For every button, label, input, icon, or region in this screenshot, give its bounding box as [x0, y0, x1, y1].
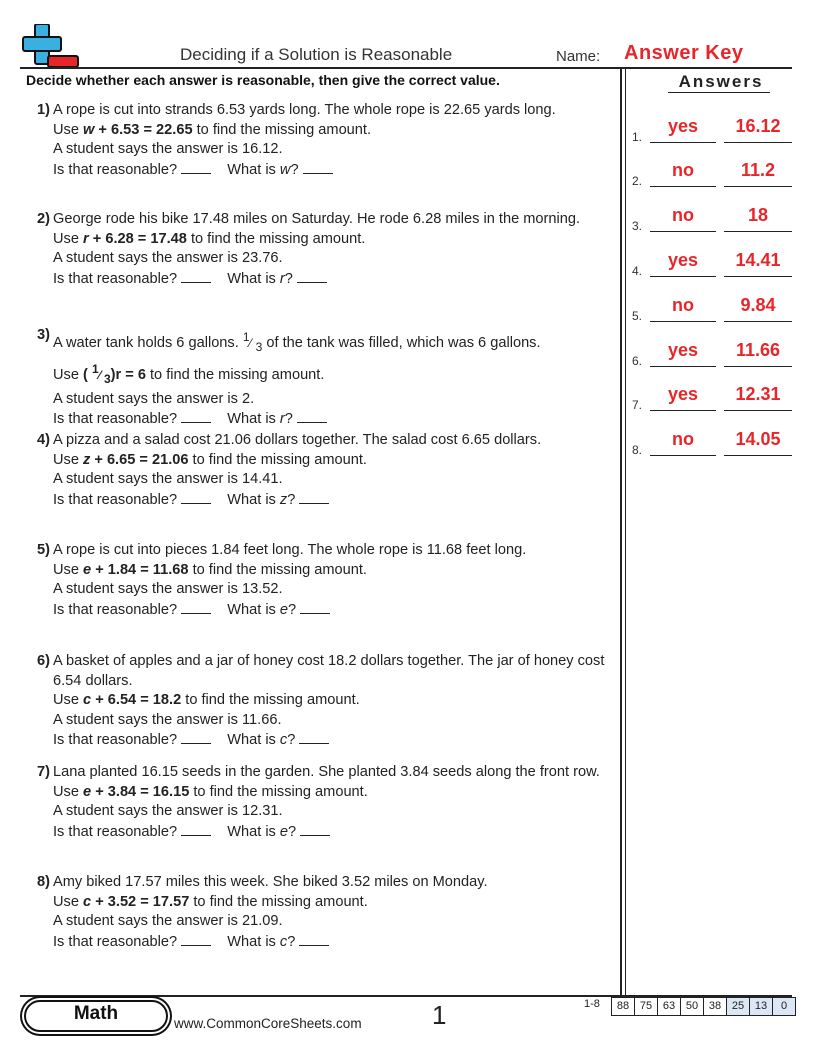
question-line: Is that reasonable? What is c?: [53, 730, 621, 751]
equation-line: Use e + 1.84 = 11.68 to find the missing amount.: [53, 561, 367, 578]
answer-panel-divider-inner: [625, 67, 626, 995]
answer-number: 6.: [632, 354, 643, 368]
question-line: Is that reasonable? What is c?: [53, 932, 621, 953]
score-cell: 63: [658, 998, 681, 1015]
student-claim: A student says the answer is 23.76.: [53, 250, 283, 266]
value-blank[interactable]: [303, 160, 333, 174]
website-link[interactable]: www.CommonCoreSheets.com: [174, 1016, 362, 1031]
reasonable-blank[interactable]: [181, 600, 211, 614]
value-blank[interactable]: [297, 269, 327, 283]
problem-text: A water tank holds 6 gallons. $^1$⁄ $_3$ of the tank was filled, which was 6 gallons.: [53, 330, 541, 354]
answer-value: 14.05: [724, 429, 792, 456]
problem-text: Lana planted 16.15 seeds in the garden. She planted 3.84 seeds along the front row.: [53, 764, 600, 780]
question-line: Is that reasonable? What is w?: [53, 160, 621, 181]
answer-reasonable: no: [650, 295, 716, 322]
answer-number: 3.: [632, 219, 643, 233]
question-line: Is that reasonable? What is e?: [53, 600, 621, 621]
question-line: Is that reasonable? What is r?: [53, 269, 621, 290]
reasonable-blank[interactable]: [181, 409, 211, 423]
answer-reasonable: no: [650, 160, 716, 187]
problem-number: 5): [37, 542, 50, 558]
question-line: Is that reasonable? What is e?: [53, 822, 621, 843]
answer-number: 2.: [632, 174, 643, 188]
answer-value: 11.66: [724, 340, 792, 367]
answer-reasonable: yes: [650, 250, 716, 277]
answer-number: 4.: [632, 264, 643, 278]
value-blank[interactable]: [297, 409, 327, 423]
answer-reasonable: no: [650, 205, 716, 232]
problem-text: A rope is cut into strands 6.53 yards long. The whole rope is 22.65 yards long.: [53, 102, 556, 118]
value-blank[interactable]: [300, 600, 330, 614]
answer-row-7: [630, 384, 800, 412]
score-table: [611, 997, 796, 1016]
problem-text: George rode his bike 17.48 miles on Saturday. He rode 6.28 miles in the morning.: [53, 211, 581, 227]
problem-number: 6): [37, 653, 50, 669]
equation-line: Use r + 6.28 = 17.48 to find the missing amount.: [53, 230, 366, 247]
answer-row-5: [630, 295, 800, 323]
answer-value: 16.12: [724, 116, 792, 143]
student-claim: A student says the answer is 12.31.: [53, 803, 283, 819]
answer-reasonable: yes: [650, 384, 716, 411]
answer-row-2: [630, 160, 800, 188]
answer-value: 9.84: [724, 295, 792, 322]
answer-reasonable: yes: [650, 340, 716, 367]
score-cell: 88: [612, 998, 635, 1015]
header-divider: [20, 67, 792, 69]
score-cell: 38: [704, 998, 727, 1015]
plus-minus-logo-icon: [22, 24, 80, 70]
problem-number: 2): [37, 211, 50, 227]
answer-number: 1.: [632, 130, 643, 144]
problem-number: 8): [37, 874, 50, 890]
equation-line: Use c + 6.54 = 18.2 to find the missing amount.: [53, 692, 360, 708]
problem-text: Amy biked 17.57 miles this week. She biked 3.52 miles on Monday.: [53, 874, 488, 890]
answer-value: 18: [724, 205, 792, 232]
answer-key-label: Answer Key: [624, 42, 744, 64]
answer-number: 5.: [632, 309, 643, 323]
answer-value: 12.31: [724, 384, 792, 411]
problem-number: 4): [37, 432, 50, 448]
answer-row-6: [630, 340, 800, 368]
problem-number: 1): [37, 102, 50, 118]
problem-number: 3): [37, 327, 50, 343]
instructions: Decide whether each answer is reasonable, then give the correct value.: [26, 72, 500, 88]
student-claim: A student says the answer is 13.52.: [53, 581, 283, 597]
equation-line: Use w + 6.53 = 22.65 to find the missing amount.: [53, 121, 372, 138]
answers-title: Answers: [678, 72, 764, 91]
reasonable-blank[interactable]: [181, 490, 211, 504]
student-claim: A student says the answer is 16.12.: [53, 141, 283, 157]
reasonable-blank[interactable]: [181, 932, 211, 946]
value-blank[interactable]: [299, 932, 329, 946]
answer-row-4: [630, 250, 800, 278]
problem-text: A pizza and a salad cost 21.06 dollars together. The salad cost 6.65 dollars.: [53, 432, 542, 448]
student-claim: A student says the answer is 21.09.: [53, 913, 283, 929]
answer-value: 14.41: [724, 250, 792, 277]
score-range-label: 1-8: [584, 998, 600, 1010]
value-blank[interactable]: [300, 822, 330, 836]
value-blank[interactable]: [299, 730, 329, 744]
name-label: Name:: [556, 48, 601, 65]
value-blank[interactable]: [299, 490, 329, 504]
answer-row-3: [630, 205, 800, 233]
problem-text: A rope is cut into pieces 1.84 feet long. The whole rope is 11.68 feet long.: [53, 542, 527, 558]
answer-row-8: [630, 429, 800, 457]
page-number: 1: [432, 1000, 447, 1030]
score-cell: 13: [750, 998, 773, 1015]
score-cell: 75: [635, 998, 658, 1015]
answers-title-underline: [668, 92, 770, 93]
student-claim: A student says the answer is 14.41.: [53, 471, 283, 487]
question-line: Is that reasonable? What is r?: [53, 409, 621, 430]
subject-label: Math: [73, 1003, 119, 1024]
worksheet-title: Deciding if a Solution is Reasonable: [180, 45, 453, 64]
student-claim: A student says the answer is 2.: [53, 390, 255, 407]
equation-line: Use c + 3.52 = 17.57 to find the missing amount.: [53, 893, 368, 910]
problem-text: A basket of apples and a jar of honey cost 18.2 dollars together. The jar of honey cost 6.54 dollars.: [53, 653, 605, 689]
answer-number: 7.: [632, 398, 643, 412]
equation-line: Use e + 3.84 = 16.15 to find the missing amount.: [53, 783, 368, 800]
reasonable-blank[interactable]: [181, 822, 211, 836]
equation-line: Use ( $^1$⁄ $_3$)r = 6 to find the missing amount.: [53, 361, 325, 386]
score-cell: 0: [773, 998, 795, 1015]
equation-line: Use z + 6.65 = 21.06 to find the missing amount.: [53, 451, 367, 468]
answer-row-1: [630, 116, 800, 144]
score-cell: 25: [727, 998, 750, 1015]
answer-value: 11.2: [724, 160, 792, 187]
reasonable-blank[interactable]: [181, 730, 211, 744]
answer-reasonable: no: [650, 429, 716, 456]
problem-number: 7): [37, 764, 50, 780]
answer-number: 8.: [632, 443, 643, 457]
student-claim: A student says the answer is 11.66.: [53, 711, 282, 728]
question-line: Is that reasonable? What is z?: [53, 490, 621, 511]
reasonable-blank[interactable]: [181, 160, 211, 174]
reasonable-blank[interactable]: [181, 269, 211, 283]
answer-panel-divider: [620, 67, 622, 995]
score-cell: 50: [681, 998, 704, 1015]
answer-reasonable: yes: [650, 116, 716, 143]
